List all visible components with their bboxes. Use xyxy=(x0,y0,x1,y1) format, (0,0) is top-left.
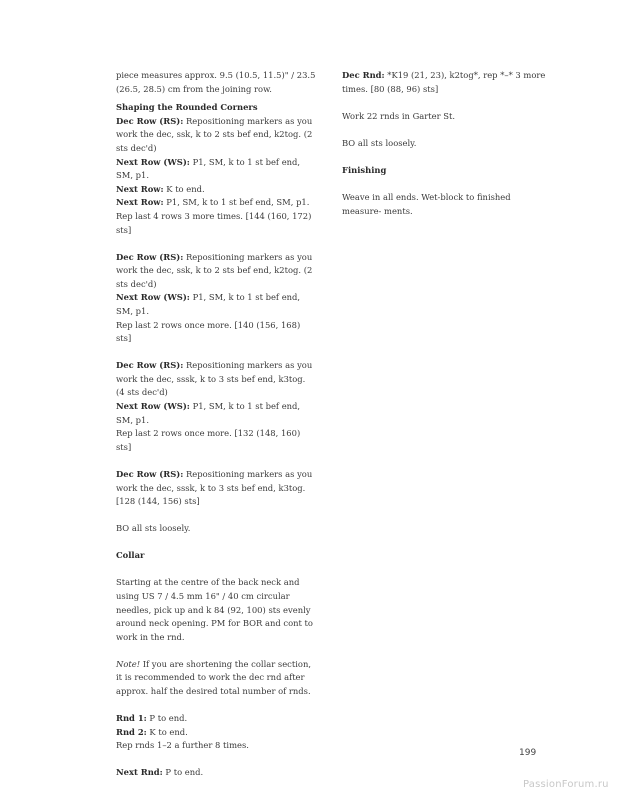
bind-off-text: BO all sts loosely. xyxy=(116,523,191,534)
shaping-block-2 xyxy=(116,251,316,346)
shaping-heading: Shaping the Rounded Corners xyxy=(116,102,258,113)
bind-off-text: BO all sts loosely. xyxy=(342,137,417,148)
instruction-line: Next Row (WS): P1, SM, k to 1 st bef end, SM, p1. xyxy=(116,292,301,316)
right-column xyxy=(342,69,547,218)
instruction-line: Next Row (WS): P1, SM, k to 1 st bef end, SM, p1. xyxy=(116,401,301,425)
instruction-line: Dec Row (RS): Repositioning markers as you work the dec, ssk, k to 2 sts bef end, k2tog. (2 sts dec'd) xyxy=(116,115,313,153)
watermark: PassionForum.ru xyxy=(523,779,609,790)
note-text: Note! If you are shortening the collar section, it is recommended to work the dec rnd after approx. half the desired total number of rnds. xyxy=(116,658,312,697)
instruction-line: Dec Row (RS): Repositioning markers as you work the dec, ssk, k to 2 sts bef end, k2tog. (2 sts dec'd) xyxy=(116,251,313,289)
left-column xyxy=(116,69,316,780)
instruction-line: Next Row: P1, SM, k to 1 st bef end, SM, p1. xyxy=(116,197,310,208)
instruction-line: Rnd 2: K to end. xyxy=(116,726,188,737)
instruction-line: Next Row: K to end. xyxy=(116,183,205,194)
rounds-block xyxy=(116,712,316,753)
intro-text: piece measures approx. 9.5 (10.5, 11.5)" / 23.5 (26.5, 28.5) cm from the joining row. xyxy=(116,70,316,94)
instruction-line: Dec Row (RS): Repositioning markers as you work the dec, sssk, k to 3 sts bef end, k3tog. (4 sts dec'd) xyxy=(116,360,313,398)
instruction-line: Rnd 1: P to end. xyxy=(116,713,188,724)
instruction-line: Dec Row (RS): Repositioning markers as you work the dec, sssk, k to 3 sts bef end, k3tog. [128 (144, 156) sts] xyxy=(116,468,313,507)
page-number: 199 xyxy=(519,748,537,758)
instruction-line: Rep last 4 rows 3 more times. [144 (160, 172) sts] xyxy=(116,210,312,235)
collar-text: Starting at the centre of the back neck and using US 7 / 4.5 mm 16" / 40 cm circular needles, pick up and k 84 (92, 100) sts evenly around neck opening. PM for BOR and cont to work in the rnd. xyxy=(116,577,313,642)
instruction-line: Rep last 2 rows once more. [132 (148, 160) sts] xyxy=(116,428,301,452)
instruction-line: Rep rnds 1–2 a further 8 times. xyxy=(116,740,249,751)
garter-text: Work 22 rnds in Garter St. xyxy=(342,110,456,121)
shaping-block-1 xyxy=(116,115,316,237)
shaping-block-3 xyxy=(116,359,316,454)
dec-round-line: Dec Rnd: *K19 (21, 23), k2tog*, rep *–* 3 more times. [80 (88, 96) sts] xyxy=(342,70,546,94)
instruction-line: Rep last 2 rows once more. [140 (156, 168) sts] xyxy=(116,319,301,344)
shaping-block-4 xyxy=(116,468,316,509)
finishing-heading: Finishing xyxy=(342,164,387,175)
finishing-text: Weave in all ends. Wet-block to finished measure- ments. xyxy=(342,191,511,216)
instruction-line: Next Row (WS): P1, SM, k to 1 st bef end, SM, p1. xyxy=(116,156,301,181)
collar-heading: Collar xyxy=(116,550,145,561)
next-round-line: Next Rnd: P to end. xyxy=(116,767,204,778)
